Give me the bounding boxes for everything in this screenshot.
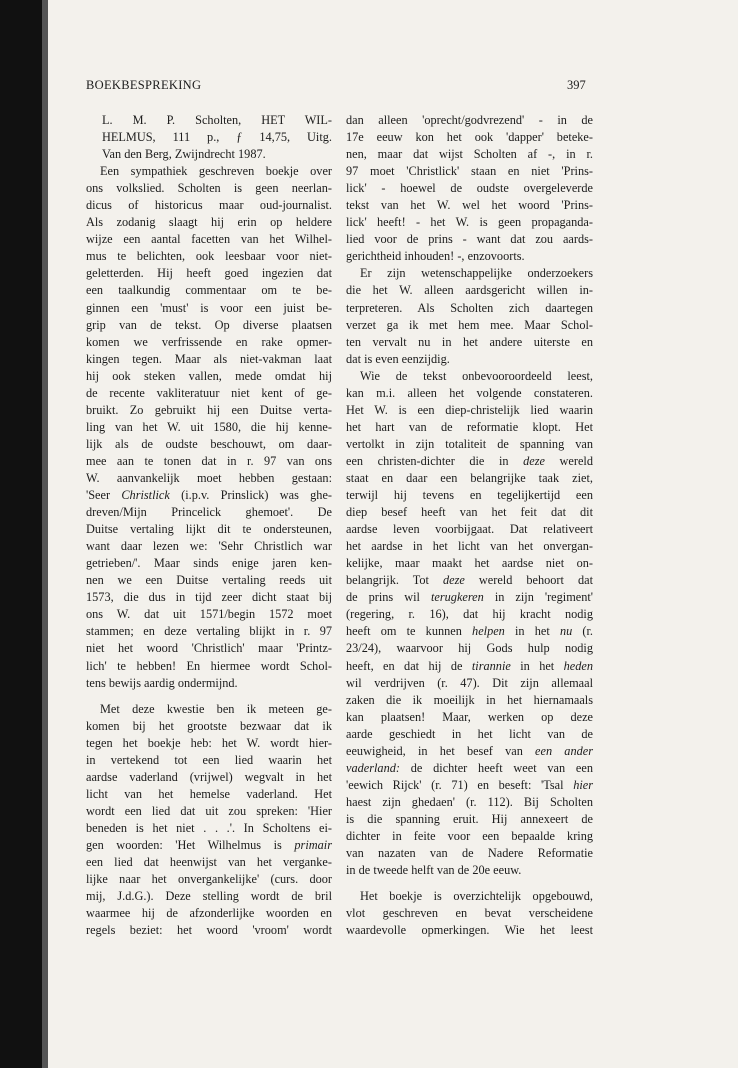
body-line bbox=[346, 743, 593, 760]
body-line: dichter in feite voor een bepaalde kring bbox=[346, 828, 593, 843]
citation-line: HELMUS, 111 p., ƒ 14,75, Uitg. bbox=[102, 130, 332, 145]
scan-left-border bbox=[0, 0, 42, 1068]
body-line: aardse leven voorbijgaat. Dat relativeert bbox=[346, 522, 593, 537]
text-run: heeft, en dat hij de bbox=[346, 658, 472, 673]
body-line: vlot geschreven en bevat verscheidene bbox=[346, 906, 593, 921]
italic-run: een ander bbox=[535, 743, 593, 758]
italic-run: heden bbox=[563, 658, 593, 673]
text-run: (r. bbox=[572, 624, 593, 639]
italic-run: terugkeren bbox=[430, 590, 484, 605]
body-line: aarde geschiedt in het licht van de bbox=[346, 726, 593, 741]
italic-run: Christlick bbox=[121, 488, 170, 503]
italic-run: hier bbox=[573, 777, 593, 792]
body-line: het aardse in het licht van het onvergan- bbox=[346, 539, 593, 554]
body-line: kelijke, maar maakt het aardse niet on- bbox=[346, 556, 593, 571]
body-line: staat en daar een belangrijke taak ziet, bbox=[346, 470, 593, 485]
body-line: 97 moet 'Christlick' staan en niet 'Prins- bbox=[346, 164, 593, 179]
body-line bbox=[346, 589, 593, 606]
body-line bbox=[86, 487, 332, 504]
body-line: geletterden. Hij heeft goed ingezien dat bbox=[86, 266, 332, 281]
body-line: 1573, die dus in tijd zeer dicht staat bij bbox=[86, 590, 332, 605]
body-line: want daar lezen we: 'Sehr Christlich war bbox=[86, 539, 332, 554]
body-line: nen, maar dat wijst Scholten af -, in r. bbox=[346, 147, 593, 162]
text-run: wereld bbox=[544, 453, 593, 468]
text-run: heeft om te kunnen bbox=[346, 624, 473, 639]
body-line: W. aanvankelijk moet hebben gestaan: bbox=[86, 470, 332, 485]
body-line: lich' te hebben! En hiermee wordt Schol- bbox=[86, 658, 332, 673]
body-line: tekst van het W. wel het woord 'Prins- bbox=[346, 198, 593, 213]
body-line: Het boekje is overzichtelijk opgebouwd, bbox=[360, 889, 593, 904]
text-run: in het bbox=[510, 658, 564, 673]
body-line: Wie de tekst onbevooroordeeld leest, bbox=[360, 368, 593, 383]
body-line: hij ook steken vallen, mede omdat hij bbox=[86, 368, 332, 383]
body-line: getrieben/'. Maar sinds enige jaren ken- bbox=[86, 556, 332, 571]
body-line: mee aan te tonen dat in r. 97 van ons bbox=[86, 453, 332, 468]
body-line: (regering, r. 16), dat hij kracht nodig bbox=[346, 607, 593, 622]
body-line: 23/24), waarvoor hij Gods hulp nodig bbox=[346, 641, 593, 656]
body-line: dan alleen 'oprecht/godvrezend' - in de bbox=[346, 113, 593, 127]
text-run: in het bbox=[504, 624, 560, 639]
body-line: komen we verfrissende en rake opmer- bbox=[86, 334, 332, 349]
body-line bbox=[346, 777, 593, 794]
italic-run: deze bbox=[523, 453, 545, 468]
body-line: ten vervalt nu in het andere uiterste en bbox=[346, 334, 593, 349]
citation-line: Van den Berg, Zwijndrecht 1987. bbox=[102, 147, 266, 162]
body-line: ons volkslied. Scholten is geen neerlan- bbox=[86, 181, 332, 196]
body-line: diep besef heeft van het feit dat dit bbox=[346, 505, 593, 520]
body-line: bruikt. Zo gebruikt hij een Duitse verta- bbox=[86, 402, 332, 417]
body-line: gerichtheid inhouden! -, enzovoorts. bbox=[346, 249, 525, 264]
right-column bbox=[346, 112, 593, 939]
body-line: ons W. dat uit 1571/begin 1572 moet bbox=[86, 607, 332, 622]
body-line: is die spanning eruit. Hij annexeert de bbox=[346, 811, 593, 826]
body-line: kingen tegen. Maar als niet-vakman laat bbox=[86, 351, 332, 366]
body-line: het hart van de reformatie klopt. Het bbox=[346, 419, 593, 434]
body-line: die het W. alleen aardsgericht willen in- bbox=[346, 283, 593, 298]
text-run: 'eewich Rijck' (r. 71) en beseft: 'Tsal bbox=[346, 777, 574, 792]
left-column bbox=[86, 112, 332, 939]
body-line: Het W. is een diep-christelijk lied waarin bbox=[346, 402, 593, 417]
body-line: in vertekend tot een lied waarin het bbox=[86, 752, 332, 767]
body-line: wordt een lied dat uit zou spreken: 'Hier bbox=[86, 803, 332, 818]
text-run: in zijn 'regiment' bbox=[483, 590, 593, 605]
body-line: zaken die ik moeilijk in het hiernamaals bbox=[346, 692, 593, 707]
body-line: kan plaatsen! Maar, werken op deze bbox=[346, 709, 593, 724]
running-header: BOEKBESPREKING bbox=[86, 78, 202, 92]
body-line bbox=[346, 453, 593, 470]
body-line bbox=[346, 658, 593, 675]
body-line bbox=[346, 572, 593, 589]
body-line: een taalkundig commentaar om te be- bbox=[86, 283, 332, 298]
body-line: lijke naar het onvergankelijke' (curs. door bbox=[86, 872, 332, 887]
body-line: mus te belichten, ook leesbaar voor niet- bbox=[86, 249, 332, 264]
body-line: Als zodanig slaagt hij erin op heldere bbox=[86, 215, 332, 230]
body-line: waardevolle opmerkingen. Wie het leest bbox=[346, 923, 593, 938]
text-run: gen woorden: 'Het Wilhelmus is bbox=[86, 837, 295, 852]
body-line: lick' - hoewel de oudste overgeleverde bbox=[346, 181, 593, 196]
body-line: haest zijn ghedaen' (r. 112). Bij Scholten bbox=[346, 794, 593, 809]
body-line: grip van de tekst. Op diverse plaatsen bbox=[86, 317, 332, 332]
text-run: een christen-dichter die in bbox=[346, 453, 524, 468]
italic-run: helpen bbox=[472, 624, 505, 639]
body-line: ling van het W. uit 1580, die hij kenne- bbox=[86, 419, 332, 434]
italic-run: vaderland: bbox=[346, 760, 400, 775]
body-line: terpreteren. Als Scholten zich daartegen bbox=[346, 300, 593, 315]
italic-run: deze bbox=[443, 573, 465, 588]
body-line: beneden is het niet . . .'. In Scholtens ei- bbox=[86, 820, 332, 835]
body-line bbox=[86, 837, 332, 854]
text-run: belangrijk. Tot bbox=[346, 573, 443, 588]
body-line: niet het woord 'Christlich' maar 'Printz- bbox=[86, 641, 332, 656]
italic-run: primair bbox=[294, 837, 332, 852]
body-line: dreven/Mijn Princelick ghemoet'. De bbox=[86, 505, 332, 520]
body-line: mij, J.d.G.). Deze stelling wordt de bril bbox=[86, 889, 332, 904]
body-line: Er zijn wetenschappelijke onderzoekers bbox=[360, 266, 593, 281]
body-line: de recente vakliteratuur niet kent of ge- bbox=[86, 385, 332, 400]
body-line: waarmee hij de afzonderlijke woorden en bbox=[86, 906, 332, 921]
body-line: vertolkt in zijn totaliteit de spanning van bbox=[346, 436, 593, 451]
body-line: een lied dat heenwijst van het verganke- bbox=[86, 855, 332, 870]
body-line: verzet ga ik met hem mee. Maar Schol- bbox=[346, 317, 593, 332]
citation-line: L. M. P. Scholten, HET WIL- bbox=[102, 113, 332, 127]
body-line: komen bij het grootste bezwaar dat ik bbox=[86, 718, 332, 733]
body-line: lick' heeft! - het W. is geen propaganda- bbox=[346, 215, 593, 230]
body-line: Duitse vertaling lijkt dit te ondersteunen, bbox=[86, 522, 332, 537]
italic-run: tirannie bbox=[471, 658, 511, 673]
body-line: in de tweede helft van de 20e eeuw. bbox=[346, 863, 522, 878]
page-number: 397 bbox=[567, 78, 586, 92]
body-line: ginnen een 'must' is voor een juist be- bbox=[86, 300, 332, 315]
body-line bbox=[346, 623, 593, 640]
text-run: de prins wil bbox=[346, 590, 431, 605]
body-line bbox=[346, 760, 593, 777]
body-line: tegen het boekje heb: het W. wordt hier- bbox=[86, 735, 332, 750]
body-line: wijze een aantal facetten van het Wilhel- bbox=[86, 232, 332, 247]
body-line: lijk als de oudste beschouwt, om daar- bbox=[86, 436, 332, 451]
body-line: kan m.i. alleen het volgende constateren. bbox=[346, 385, 593, 400]
text-run: wereld behoort dat bbox=[464, 573, 594, 588]
body-line: van nazaten van de Nadere Reformatie bbox=[346, 846, 593, 861]
body-line: Een sympathiek geschreven boekje over bbox=[100, 164, 332, 179]
body-line: lied voor de prins - want dat zou aards- bbox=[346, 232, 593, 247]
body-line: licht van het hemelse vaderland. Het bbox=[86, 786, 332, 801]
body-line: dat is even eenzijdig. bbox=[346, 351, 450, 366]
text-run: (i.p.v. Prinslick) was ghe- bbox=[169, 488, 332, 503]
body-line: dicus of historicus maar oud-journalist. bbox=[86, 198, 332, 213]
text-run: eeuwigheid, in het besef van bbox=[346, 743, 536, 758]
body-line: 17e eeuw kon het ook 'dapper' beteke- bbox=[346, 130, 593, 145]
text-run: de dichter heeft weet van een bbox=[399, 760, 593, 775]
body-line: nen we een Duitse vertaling reeds uit bbox=[86, 573, 332, 588]
text-run: 'Seer bbox=[86, 488, 122, 503]
body-line: regels beziet: het woord 'vroom' wordt bbox=[86, 923, 332, 938]
body-line: terwijl hij tevens en tegelijkertijd een bbox=[346, 488, 593, 503]
body-line: aardse vaderland (vrijwel) wegvalt in het bbox=[86, 769, 332, 784]
italic-run: nu bbox=[559, 624, 573, 639]
body-line: tens bewijs aardig ondermijnd. bbox=[86, 675, 238, 690]
body-line: Met deze kwestie ben ik meteen ge- bbox=[100, 701, 332, 716]
body-line: wil verdrijven (r. 47). Dit zijn allemaal bbox=[346, 675, 593, 690]
body-line: stammen; en deze vertaling blijkt in r. 97 bbox=[86, 624, 332, 639]
